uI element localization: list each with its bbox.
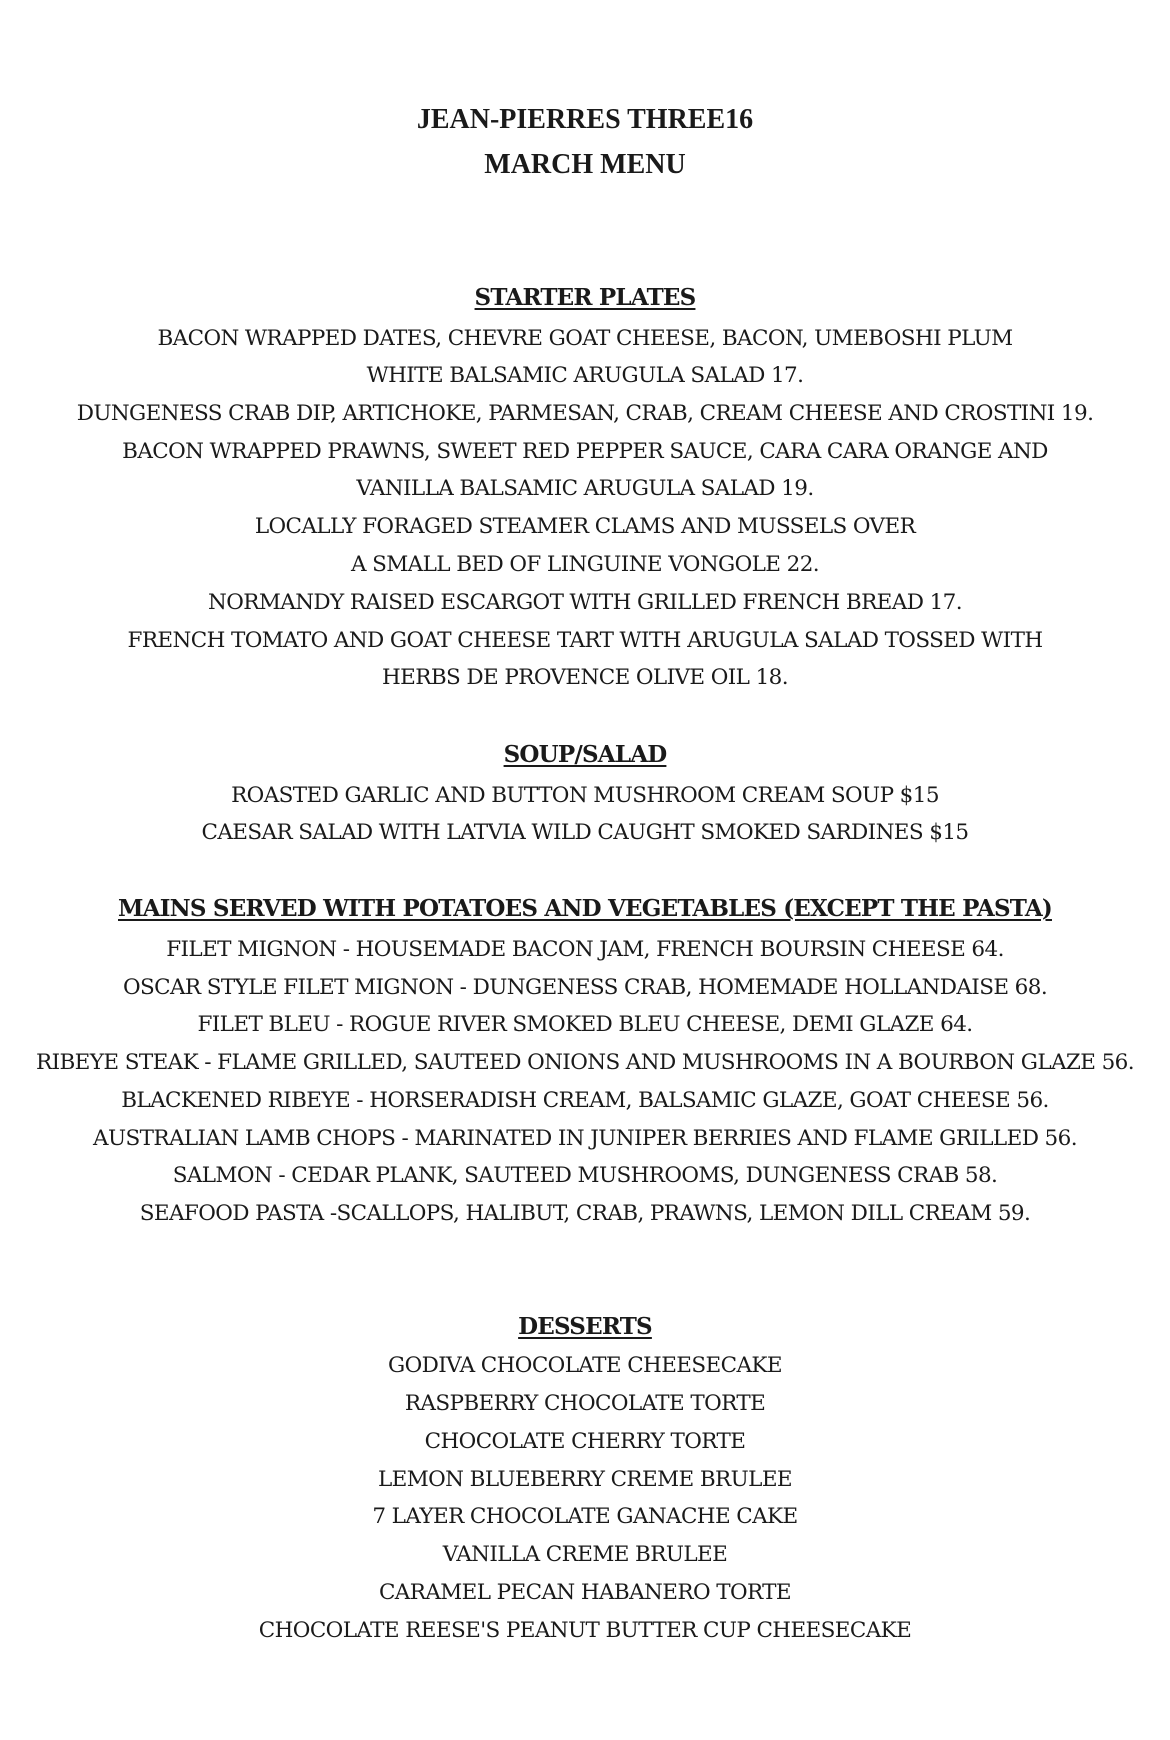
main-line: BLACKENED RIBEYE - HORSERADISH CREAM, BALSAMIC GLAZE, GOAT CHEESE 56.: [121, 1088, 1049, 1113]
dessert-line: CHOCOLATE REESE'S PEANUT BUTTER CUP CHEESECAKE: [258, 1618, 912, 1643]
starter-line: LOCALLY FORAGED STEAMER CLAMS AND MUSSELS OVER: [254, 514, 916, 539]
dessert-line: VANILLA CREME BRULEE: [442, 1542, 728, 1567]
mains-heading: MAINS SERVED WITH POTATOES AND VEGETABLES (EXCEPT THE PASTA): [118, 895, 1052, 922]
starter-line: BACON WRAPPED DATES, CHEVRE GOAT CHEESE, BACON, UMEBOSHI PLUM: [157, 326, 1013, 351]
restaurant-name: JEAN-PIERRES THREE16: [416, 104, 754, 135]
dessert-line: 7 LAYER CHOCOLATE GANACHE CAKE: [372, 1504, 798, 1529]
starter-line: NORMANDY RAISED ESCARGOT WITH GRILLED FRENCH BREAD 17.: [208, 590, 962, 615]
main-line: OSCAR STYLE FILET MIGNON - DUNGENESS CRAB, HOMEMADE HOLLANDAISE 68.: [122, 975, 1048, 1000]
desserts-heading: DESSERTS: [518, 1313, 652, 1340]
main-line: FILET MIGNON - HOUSEMADE BACON JAM, FRENCH BOURSIN CHEESE 64.: [166, 937, 1004, 962]
menu-title: MARCH MENU: [484, 149, 686, 180]
soup-salad-line: ROASTED GARLIC AND BUTTON MUSHROOM CREAM SOUP $15: [231, 783, 939, 808]
main-line: SALMON - CEDAR PLANK, SAUTEED MUSHROOMS, DUNGENESS CRAB 58.: [172, 1163, 998, 1188]
dessert-line: CARAMEL PECAN HABANERO TORTE: [378, 1580, 792, 1605]
main-line: AUSTRALIAN LAMB CHOPS - MARINATED IN JUNIPER BERRIES AND FLAME GRILLED 56.: [93, 1126, 1077, 1151]
soup-salad-line: CAESAR SALAD WITH LATVIA WILD CAUGHT SMOKED SARDINES $15: [201, 820, 969, 845]
dessert-line: LEMON BLUEBERRY CREME BRULEE: [377, 1467, 793, 1492]
starter-line: A SMALL BED OF LINGUINE VONGOLE 22.: [350, 552, 820, 577]
main-line: FILET BLEU - ROGUE RIVER SMOKED BLEU CHEESE, DEMI GLAZE 64.: [197, 1012, 973, 1037]
dessert-line: GODIVA CHOCOLATE CHEESECAKE: [388, 1353, 782, 1378]
starter-line: WHITE BALSAMIC ARUGULA SALAD 17.: [366, 363, 804, 388]
starter-line: FRENCH TOMATO AND GOAT CHEESE TART WITH ARUGULA SALAD TOSSED WITH: [127, 628, 1043, 653]
starter-line: BACON WRAPPED PRAWNS, SWEET RED PEPPER SAUCE, CARA CARA ORANGE AND: [122, 439, 1048, 464]
dessert-line: CHOCOLATE CHERRY TORTE: [424, 1429, 746, 1454]
main-line: RIBEYE STEAK - FLAME GRILLED, SAUTEED ONIONS AND MUSHROOMS IN A BOURBON GLAZE 56.: [36, 1050, 1134, 1075]
main-line: SEAFOOD PASTA -SCALLOPS, HALIBUT, CRAB, PRAWNS, LEMON DILL CREAM 59.: [139, 1201, 1031, 1226]
dessert-line: RASPBERRY CHOCOLATE TORTE: [404, 1391, 766, 1416]
starter-line: DUNGENESS CRAB DIP, ARTICHOKE, PARMESAN, CRAB, CREAM CHEESE AND CROSTINI 19.: [76, 401, 1094, 426]
starter-line: VANILLA BALSAMIC ARUGULA SALAD 19.: [356, 476, 814, 501]
starters-heading: STARTER PLATES: [474, 284, 696, 311]
soup-salad-heading: SOUP/SALAD: [503, 741, 667, 768]
starter-line: HERBS DE PROVENCE OLIVE OIL 18.: [382, 665, 788, 690]
